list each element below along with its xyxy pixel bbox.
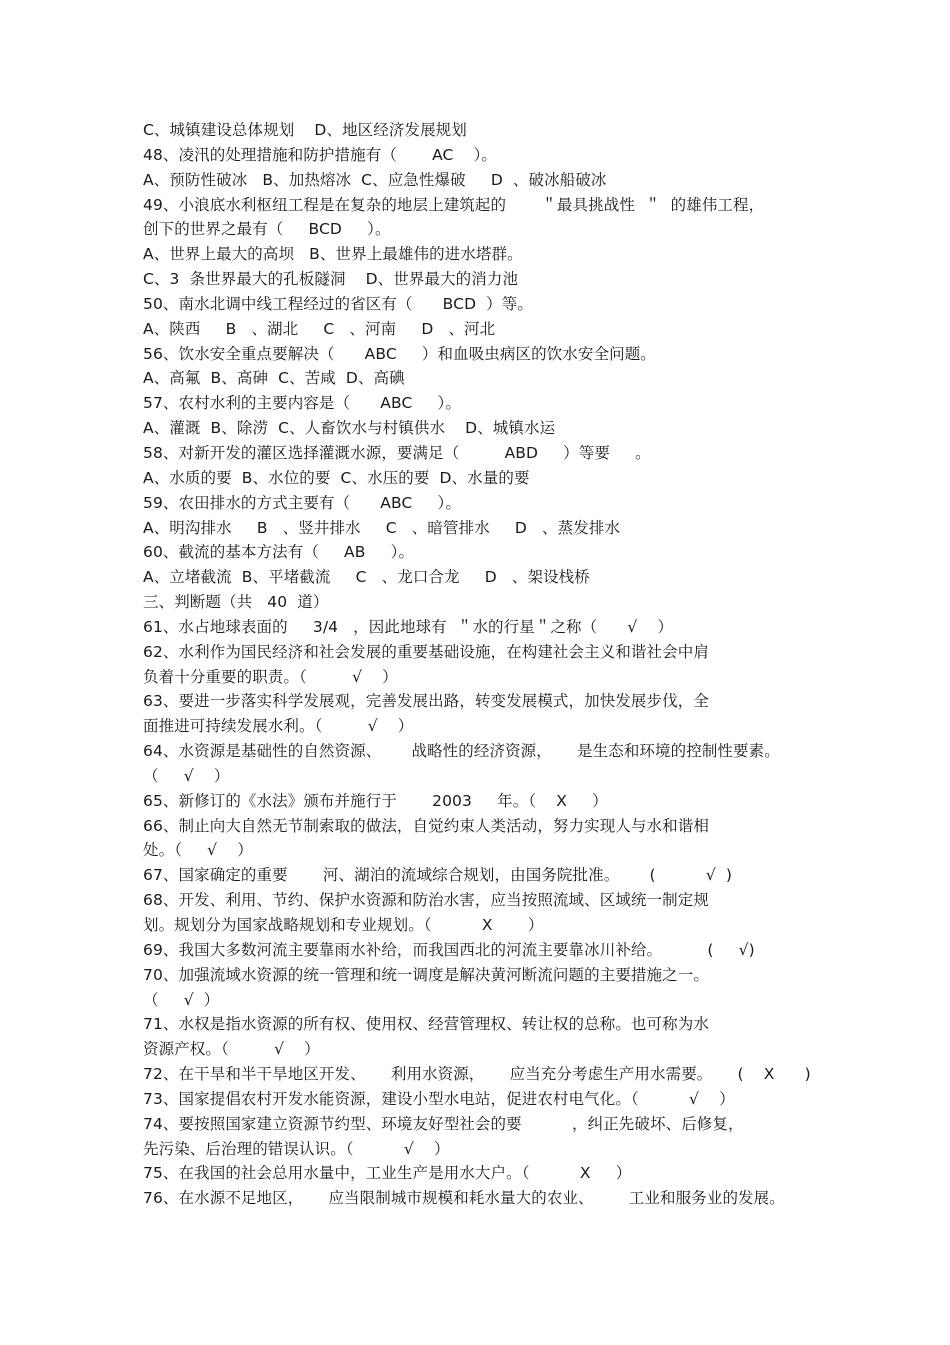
question-56: 56、饮水安全重点要解决（ ABC ）和血吸虫病区的饮水安全问题。 [143, 344, 656, 363]
question-58-options: A、水质的要 B、水位的要 C、水压的要 D、水量的要 [143, 468, 530, 487]
question-62-cont: 负着十分重要的职责。（ √ ） [143, 667, 398, 686]
question-74-cont: 先污染、后治理的错误认识。（ √ ） [143, 1139, 450, 1158]
question-71: 71、水权是指水资源的所有权、使用权、经营管理权、转让权的总称。也可称为水 [143, 1015, 709, 1034]
question-57-options: A、灌溉 B、除涝 C、人畜饮水与村镇供水 D、城镇水运 [143, 419, 556, 438]
question-68: 68、开发、利用、节约、保护水资源和防治水害，应当按照流域、区域统一制定规 [143, 891, 709, 910]
question-63: 63、要进一步落实科学发展观，完善发展出路，转变发展模式，加快发展步伐，全 [143, 692, 709, 711]
question-59: 59、农田排水的方式主要有（ ABC ）。 [143, 493, 461, 512]
question-69: 69、我国大多数河流主要靠雨水补给，而我国西北的河流主要靠冰川补给。 ( √) [143, 940, 755, 959]
section-heading: 三、判断题（共 40 道） [143, 593, 329, 612]
question-49-options-ab: A、世界上最大的高坝 B、世界上最雄伟的进水塔群。 [143, 245, 523, 264]
question-61: 61、水占地球表面的 3/4 ，因此地球有 ＂水的行星＂之称（ √ ） [143, 617, 674, 636]
question-60-options: A、立堵截流 B、平堵截流 C 、龙口合龙 D 、架设栈桥 [143, 568, 590, 587]
question-59-options: A、明沟排水 B 、竖井排水 C 、暗管排水 D 、蒸发排水 [143, 518, 621, 537]
text-line: C、城镇建设总体规划 D、地区经济发展规划 [143, 121, 467, 139]
question-76: 76、在水源不足地区， 应当限制城市规模和耗水量大的农业、 工业和服务业的发展。 [143, 1189, 785, 1208]
question-70: 70、加强流域水资源的统一管理和统一调度是解决黄河断流问题的主要措施之一。 [143, 965, 709, 984]
question-75: 75、在我国的社会总用水量中，工业生产是用水大户。（ X ） [143, 1164, 632, 1183]
question-72: 72、在干旱和半干旱地区开发、 利用水资源， 应当充分考虑生产用水需要。 ( X ) [143, 1065, 811, 1084]
question-50-options: A、陕西 B 、湖北 C 、河南 D 、河北 [143, 319, 496, 338]
question-58: 58、对新开发的灌区选择灌溉水源，要满足（ ABD ）等要 。 [143, 443, 651, 462]
question-49: 49、小浪底水利枢纽工程是在复杂的地层上建筑起的 ＂最具挑战性 ＂ 的雄伟工程， [143, 195, 765, 214]
question-74: 74、要按照国家建立资源节约型、环境友好型社会的要 ，纠正先破坏、后修复， [143, 1114, 744, 1133]
question-64-cont: （ √ ） [143, 766, 230, 785]
question-67: 67、国家确定的重要 河、湖泊的流域综合规划，由国务院批准。 ( √ ) [143, 866, 733, 885]
question-60: 60、截流的基本方法有（ AB ）。 [143, 543, 415, 562]
question-68-cont: 划。规划分为国家战略规划和专业规划。（ X ） [143, 916, 544, 934]
question-57: 57、农村水利的主要内容是（ ABC ）。 [143, 394, 461, 413]
question-56-options: A、高氟 B、高砷 C、苦咸 D、高碘 [143, 369, 405, 388]
question-49-options-cd: C、3 条世界最大的孔板隧洞 D、世界最大的消力池 [143, 270, 519, 289]
question-48-options: A、预防性破冰 B、加热熔冰 C、应急性爆破 D 、破冰船破冰 [143, 170, 607, 189]
document-body [143, 118, 823, 1211]
question-48: 48、凌汛的处理措施和防护措施有（ AC ）。 [143, 145, 498, 164]
question-66-cont: 处。（ √ ） [143, 841, 253, 860]
question-73: 73、国家提倡农村开发水能资源，建设小型水电站，促进农村电气化。（ √ ） [143, 1089, 735, 1108]
question-62: 62、水利作为国民经济和社会发展的重要基础设施，在构建社会主义和谐社会中肩 [143, 642, 709, 661]
question-50: 50、南水北调中线工程经过的省区有（ BCD ）等。 [143, 294, 533, 313]
question-65: 65、新修订的《水法》颁布并施行于 2003 年。（ X ） [143, 791, 608, 810]
question-64: 64、水资源是基础性的自然资源、 战略性的经济资源， 是生态和环境的控制性要素。 [143, 742, 780, 761]
question-71-cont: 资源产权。（ √ ） [143, 1040, 320, 1059]
question-49-cont: 创下的世界之最有（ BCD ）。 [143, 220, 391, 239]
question-70-cont: （ √ ） [143, 990, 220, 1009]
question-63-cont: 面推进可持续发展水利。（ √ ） [143, 717, 414, 736]
question-66: 66、制止向大自然无节制索取的做法，自觉约束人类活动，努力实现人与水和谐相 [143, 816, 709, 835]
